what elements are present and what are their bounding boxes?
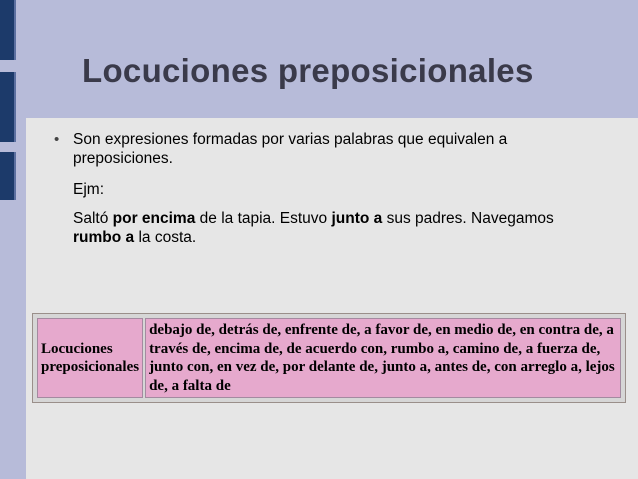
example-highlight: por encima (112, 210, 196, 227)
example-text: Saltó (73, 210, 113, 227)
example-sentence (73, 209, 593, 247)
locuciones-table (32, 313, 626, 403)
bullet-text: Son expresiones formadas por varias palabras que equivalen a preposiciones. (73, 131, 508, 167)
example-highlight: junto a (331, 210, 383, 227)
slide-title: Locuciones preposicionales (82, 52, 534, 89)
left-decoration-strip (0, 0, 26, 479)
example-text: de la tapia. Estuvo (195, 210, 332, 227)
content-panel (26, 118, 638, 479)
decorative-bar (0, 152, 16, 200)
ejm-label: Ejm: (73, 181, 104, 198)
decorative-bar (0, 0, 16, 60)
example-highlight: rumbo a (73, 229, 135, 246)
example-text: sus padres. Navegamos (382, 210, 554, 227)
bullet-icon: • (54, 131, 60, 148)
table-label-cell: Locuciones preposicionales (37, 318, 143, 398)
table-row (37, 318, 621, 398)
example-text: la costa. (134, 229, 197, 246)
decorative-bar (0, 72, 16, 142)
table-content-cell: debajo de, detrás de, enfrente de, a favor de, en medio de, en contra de, a través de, encima de, de acuerdo con, rumbo a, camino de, a fuerza de, junto con, en vez de, por delante de, junto a, antes de, con arreglo a, lejos de, a falta de (145, 318, 621, 398)
